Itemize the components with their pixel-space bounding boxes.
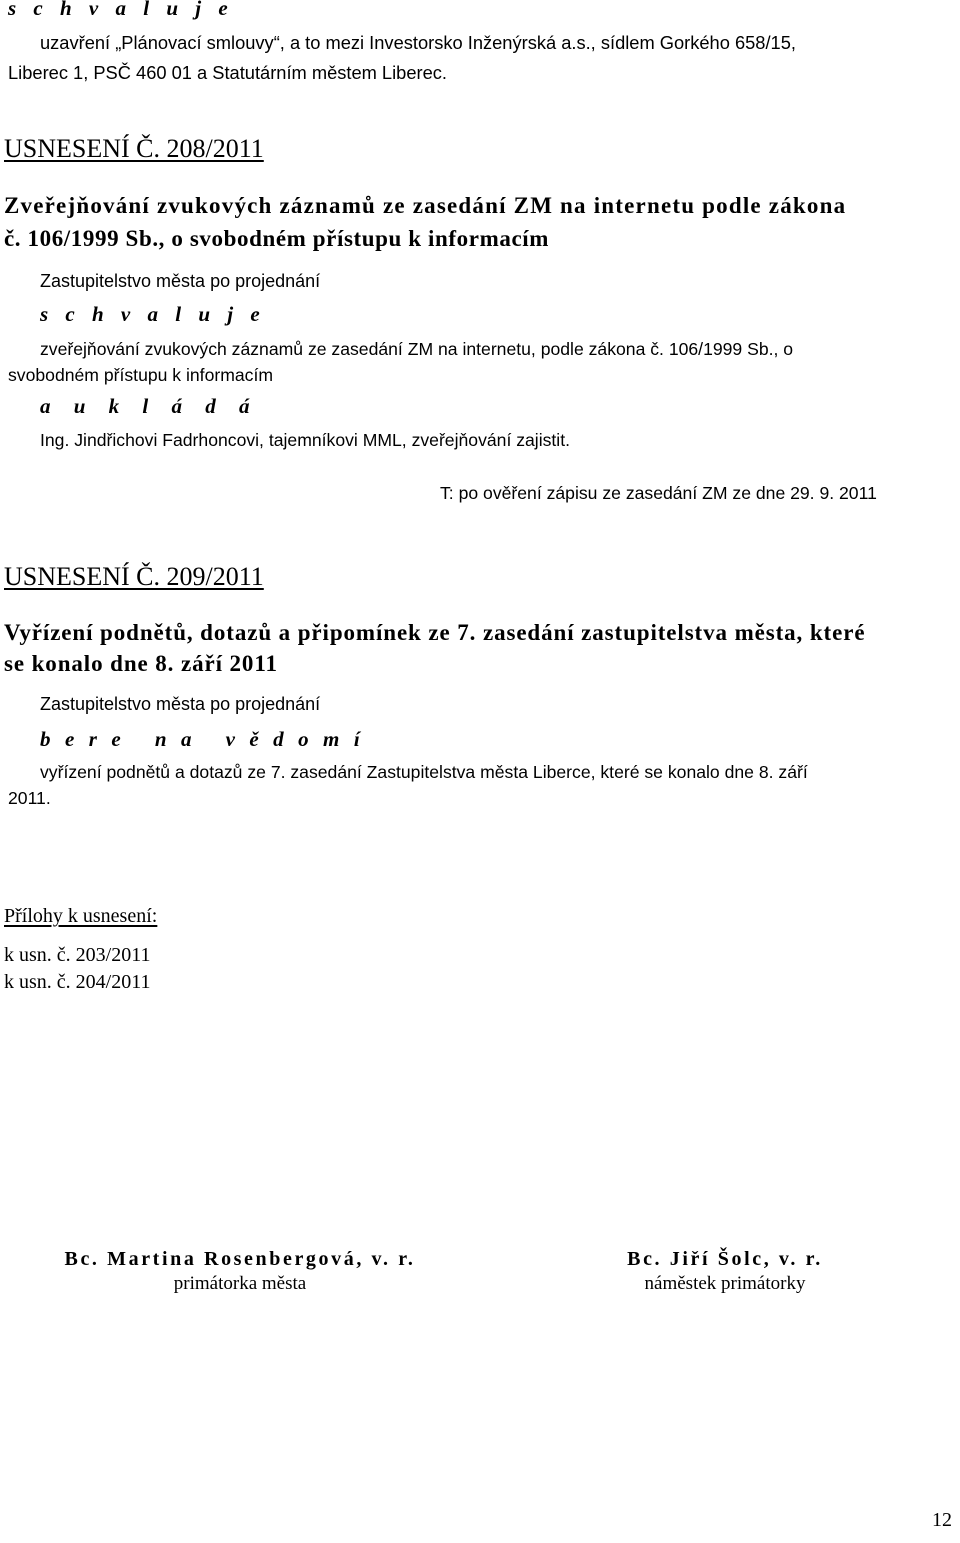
signature-right-role: náměstek primátorky [644, 1273, 806, 1294]
resolution-209-text-line1: vyřízení podnětů a dotazů ze 7. zasedání Zastupitelstva města Liberce, které se konalo dne 8. září [40, 762, 808, 782]
signature-left-role: primátorka města [173, 1273, 307, 1294]
resolution-208-deadline: T: po ověření zápisu ze zasedání ZM ze dne 29. 9. 2011 [440, 483, 877, 503]
resolution-209-text-line2: 2011. [8, 788, 51, 808]
top-text-line2: Liberec 1, PSČ 460 01 a Statutárním městem Liberec. [8, 62, 447, 83]
signature-right-name: Bc. Jiří Šolc, v. r. [627, 1248, 823, 1270]
resolution-209-intro: Zastupitelstvo města po projednání [40, 694, 321, 714]
top-text-line1: uzavření „Plánovací smlouvy“, a to mezi Investorsko Inženýrská a.s., sídlem Gorkého 658/15, [40, 32, 796, 53]
resolution-208-task: Ing. Jindřichovi Fadrhoncovi, tajemníkovi MML, zveřejňování zajistit. [40, 430, 570, 450]
resolution-208-heading-line2: č. 106/1999 Sb., o svobodném přístupu k informacím [4, 226, 550, 251]
resolution-209-acknowledge-verb: b e r e n a v ě d o m í [40, 727, 365, 751]
approve-verb-top: s c h v a l u j e [8, 0, 234, 20]
attachment-item: k usn. č. 204/2011 [4, 971, 151, 993]
resolution-208-text-line1: zveřejňování zvukových záznamů ze zasedání ZM na internetu, podle zákona č. 106/1999 Sb., o [40, 339, 794, 359]
signature-left-name: Bc. Martina Rosenbergová, v. r. [64, 1248, 416, 1270]
resolution-208-heading-line1: Zveřejňování zvukových záznamů ze zasedání ZM na internetu podle zákona [4, 193, 847, 218]
attachment-item: k usn. č. 203/2011 [4, 944, 151, 966]
resolution-208-number: USNESENÍ Č. 208/2011 [4, 134, 264, 163]
resolution-208-intro: Zastupitelstvo města po projednání [40, 271, 321, 291]
resolution-208-text-line2: svobodném přístupu k informacím [8, 365, 273, 385]
resolution-209-heading-line2: se konalo dne 8. září 2011 [4, 651, 278, 676]
resolution-209-heading-line1: Vyřízení podnětů, dotazů a připomínek ze 7. zasedání zastupitelstva města, které [4, 620, 866, 645]
resolution-208-approve-verb: s c h v a l u j e [40, 302, 266, 326]
resolution-209-number: USNESENÍ Č. 209/2011 [4, 562, 264, 591]
resolution-208-assign-verb: a u k l á d á [40, 394, 259, 418]
attachments-title: Přílohy k usnesení: [4, 905, 158, 927]
page-number: 12 [932, 1509, 952, 1531]
